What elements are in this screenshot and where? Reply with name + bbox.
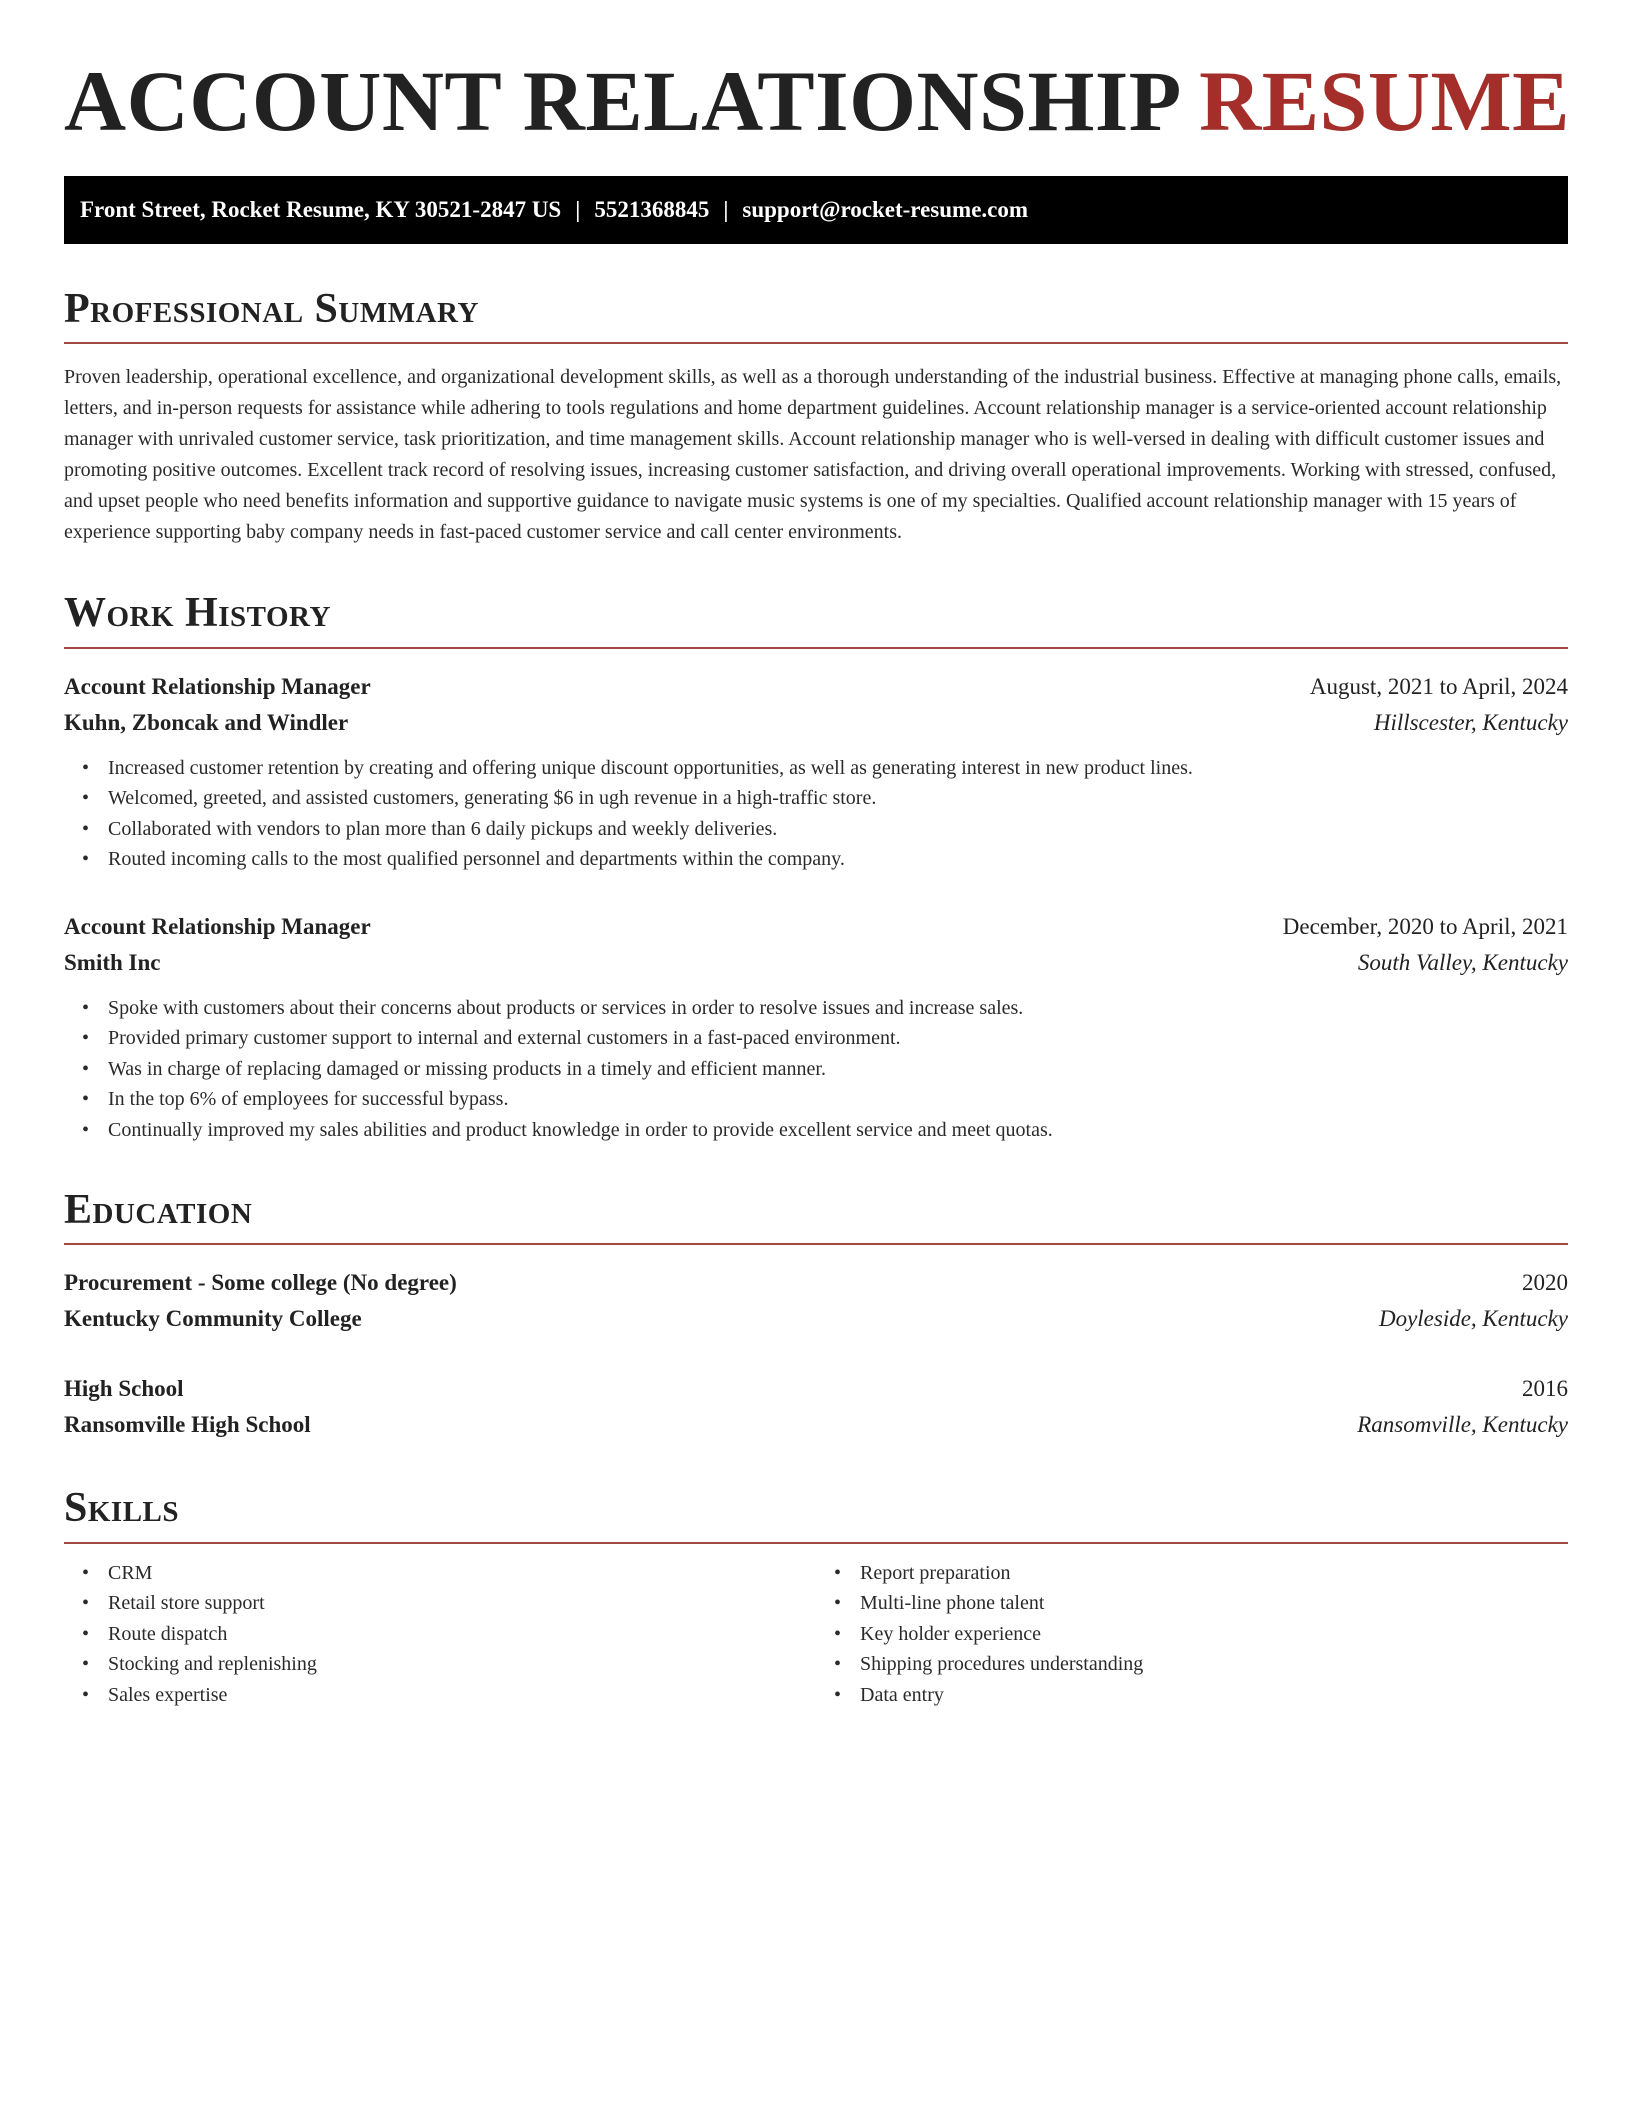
education-school: Kentucky Community College: [64, 1306, 362, 1332]
skills-column-left: [64, 1558, 816, 1711]
list-item: [834, 1619, 1568, 1650]
list-item: [82, 1649, 816, 1680]
job-entry: [64, 669, 1568, 875]
education-location: Doyleside, Kentucky: [1378, 1306, 1568, 1332]
education-school: Ransomville High School: [64, 1412, 311, 1438]
education-year: 2020: [1522, 1270, 1568, 1296]
list-item: [82, 1054, 1568, 1085]
list-item: [834, 1680, 1568, 1711]
job-duty: Was in charge of replacing damaged or missing products in a timely and efficient manner.: [108, 1057, 826, 1080]
list-item: [82, 1619, 816, 1650]
list-item: [82, 1084, 1568, 1115]
list-item: [82, 1558, 816, 1589]
skill: Data entry: [860, 1683, 944, 1706]
job-company: Smith Inc: [64, 949, 161, 975]
bullet-icon: •: [82, 1592, 90, 1615]
job-dates: August, 2021 to April, 2024: [1309, 673, 1568, 699]
resume-title: [64, 53, 1571, 149]
contact-bar: [64, 176, 1568, 244]
education-degree: Procurement - Some college (No degree): [64, 1270, 457, 1296]
bullet-icon: •: [82, 996, 90, 1019]
bullet-icon: •: [82, 1561, 90, 1584]
list-item: [82, 783, 1568, 814]
list-item: [82, 1680, 816, 1711]
bullet-icon: •: [834, 1653, 842, 1676]
skill: Shipping procedures understanding: [860, 1653, 1144, 1676]
skill: Report preparation: [860, 1561, 1011, 1584]
job-duty: Collaborated with vendors to plan more than 6 daily pickups and weekly deliveries.: [108, 817, 778, 840]
contact-separator: |: [723, 197, 729, 223]
skills-heading: Skills: [64, 1485, 1568, 1543]
list-item: [82, 1023, 1568, 1054]
contact-address: Front Street, Rocket Resume, KY 30521-2847 US: [80, 197, 562, 223]
education-location: Ransomville, Kentucky: [1357, 1412, 1568, 1438]
skills-list: [816, 1558, 1568, 1711]
skill: Route dispatch: [108, 1622, 228, 1645]
job-duty: Routed incoming calls to the most qualified personnel and departments within the company.: [108, 848, 845, 871]
education-entry: [64, 1371, 1568, 1443]
contact-email: support@rocket-resume.com: [742, 197, 1029, 223]
job-location: South Valley, Kentucky: [1357, 949, 1568, 975]
bullet-icon: •: [82, 756, 90, 779]
bullet-icon: •: [82, 848, 90, 871]
list-item: [834, 1649, 1568, 1680]
job-duty: Welcomed, greeted, and assisted customers, generating $6 in ugh revenue in a high-traffic store.: [108, 787, 877, 810]
bullet-icon: •: [82, 1622, 90, 1645]
job-location: Hillscester, Kentucky: [1373, 709, 1568, 735]
job-title: Account Relationship Manager: [64, 913, 371, 939]
list-item: [82, 844, 1568, 875]
list-item: [834, 1558, 1568, 1589]
education-heading: Education: [64, 1187, 1568, 1245]
list-item: [834, 1588, 1568, 1619]
bullet-icon: •: [834, 1592, 842, 1615]
bullet-icon: •: [82, 1118, 90, 1141]
job-title: Account Relationship Manager: [64, 673, 371, 699]
summary-heading: Professional Summary: [64, 286, 1568, 344]
job-duty: Spoke with customers about their concerns about products or services in order to resolve issues and increase sales.: [108, 996, 1024, 1019]
job-duty: In the top 6% of employees for successful bypass.: [108, 1088, 509, 1111]
title-main: ACCOUNT RELATIONSHIP: [64, 53, 1178, 149]
skill: Retail store support: [108, 1592, 265, 1615]
education-degree: High School: [64, 1376, 184, 1402]
skills-column-right: [816, 1558, 1568, 1711]
job-duties-list: [64, 753, 1568, 875]
list-item: [82, 1115, 1568, 1146]
education-year: 2016: [1522, 1376, 1568, 1402]
contact-separator: |: [575, 197, 581, 223]
bullet-icon: •: [82, 787, 90, 810]
education-entry: [64, 1265, 1568, 1337]
bullet-icon: •: [82, 1057, 90, 1080]
summary-text: Proven leadership, operational excellence, and organizational development skills, as well as a thorough understanding of the industrial business. Effective at managing phone calls, emails, letters, and in-person requests for assistance while adhering to tools regulations and home department guidelines. Account relationship manager is a service-oriented account relationship manager with unrivaled customer service, task prioritization, and time management skills. Account relationship manager who is well-versed in dealing with difficult customer issues and promoting positive outcomes. Excellent track record of resolving issues, increasing customer satisfaction, and driving overall operational improvements. Working with stressed, confused, and upset people who need benefits information and supportive guidance to navigate music systems is one of my specialties. Qualified account relationship manager with 15 years of experience supporting baby company needs in fast-paced customer service and call center environments.: [64, 366, 1562, 544]
work-history-heading: Work History: [64, 590, 1568, 648]
job-duty: Continually improved my sales abilities and product knowledge in order to provide excellent service and meet quotas.: [108, 1118, 1053, 1141]
job-dates: December, 2020 to April, 2021: [1282, 913, 1568, 939]
skills-list: [64, 1558, 816, 1711]
job-duty: Increased customer retention by creating and offering unique discount opportunities, as well as generating interest in new product lines.: [108, 756, 1193, 779]
contact-phone: 5521368845: [594, 197, 710, 223]
job-entry: [64, 909, 1568, 1146]
list-item: [82, 753, 1568, 784]
skill: CRM: [108, 1561, 153, 1584]
title-accent: RESUME: [1199, 53, 1571, 149]
bullet-icon: •: [834, 1561, 842, 1584]
job-duties-list: [64, 993, 1568, 1146]
skill: Multi-line phone talent: [860, 1592, 1045, 1615]
bullet-icon: •: [82, 1027, 90, 1050]
bullet-icon: •: [82, 1088, 90, 1111]
work-history-section: [64, 590, 1568, 1145]
job-duty: Provided primary customer support to internal and external customers in a fast-paced environment.: [108, 1027, 901, 1050]
bullet-icon: •: [834, 1622, 842, 1645]
education-section: [64, 1187, 1568, 1443]
list-item: [82, 1588, 816, 1619]
skill: Sales expertise: [108, 1683, 228, 1706]
bullet-icon: •: [82, 1683, 90, 1706]
bullet-icon: •: [834, 1683, 842, 1706]
skills-section: [64, 1485, 1568, 1710]
list-item: [82, 993, 1568, 1024]
skills-grid: [64, 1558, 1568, 1711]
bullet-icon: •: [82, 1653, 90, 1676]
bullet-icon: •: [82, 817, 90, 840]
summary-section: [64, 286, 1568, 548]
list-item: [82, 814, 1568, 845]
job-company: Kuhn, Zboncak and Windler: [64, 709, 349, 735]
skill: Key holder experience: [860, 1622, 1042, 1645]
skill: Stocking and replenishing: [108, 1653, 317, 1676]
